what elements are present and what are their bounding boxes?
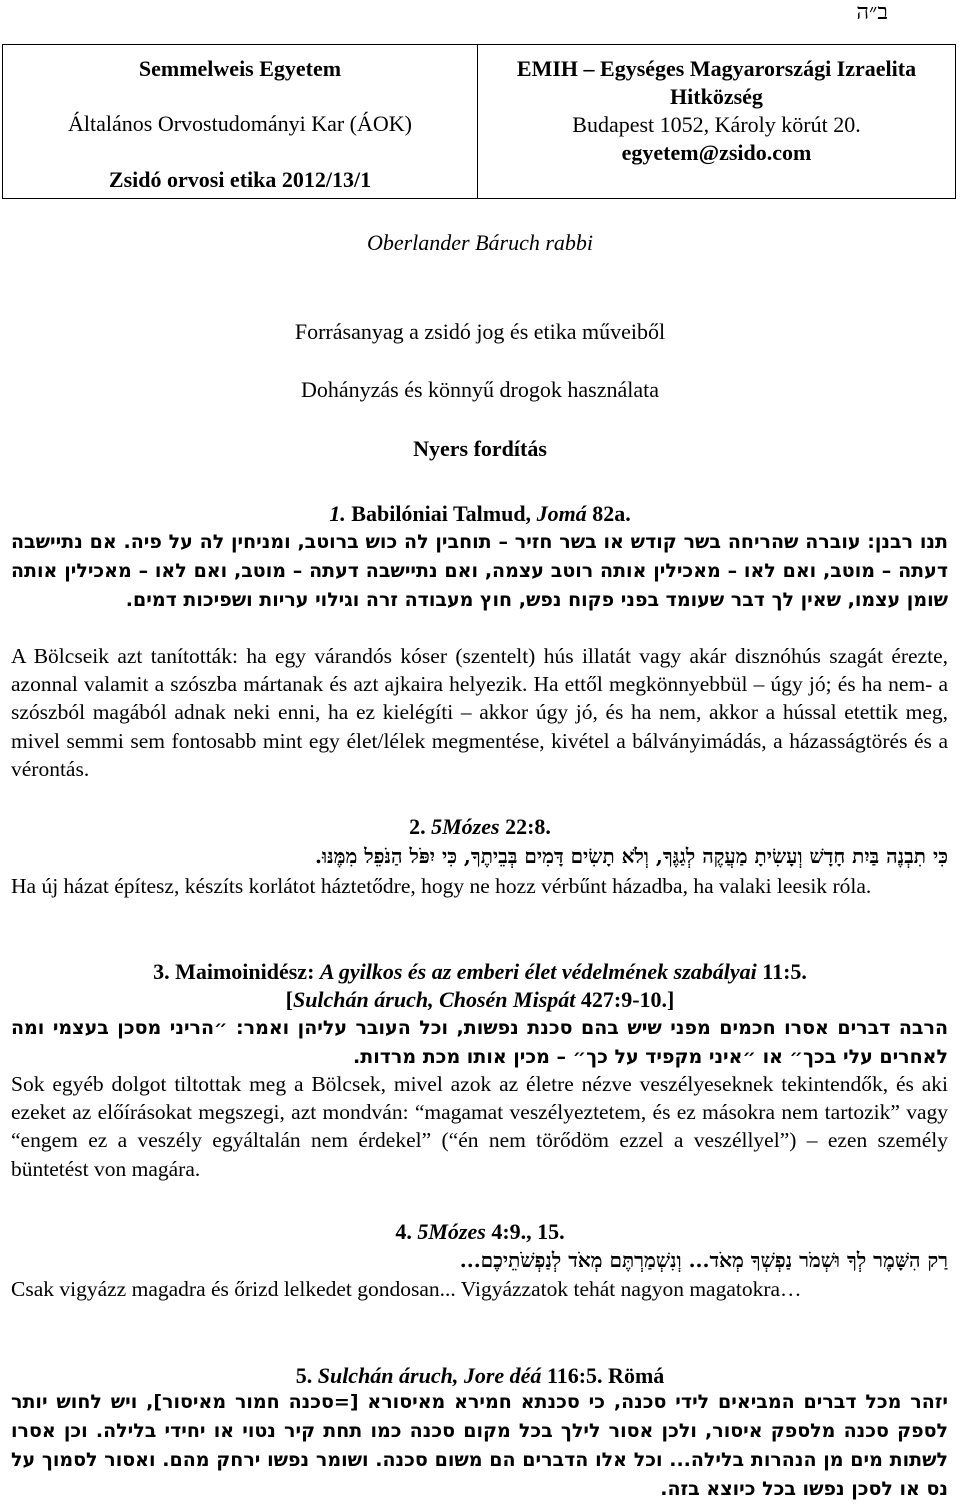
b-h-mark: ב״ה xyxy=(856,0,888,24)
header-right-cell xyxy=(478,45,956,199)
section-1-translation: A Bölcseik azt tanították: ha egy várandós kóser (szentelt) hús illatát vagy akár disznóhús szagát érezte, azonnal valamit a szószba mártanak és azt ajkaira helyezik. Ha ettől megkönnyebbül – úgy jó; és ha nem- a szószból magából adnak neki enni, ha ez kielégíti – akkor úgy jó, és ha nem, akkor a hússal etettik meg, mivel semmi sem fontosabb mint egy élet/lélek megmentése, kivétel a bálványimádás, a házasságtörés és a vérontás. xyxy=(11,644,948,781)
section-4-heading: 4. 5Mózes 4:9., 15. xyxy=(395,1219,565,1244)
organization-email: egyetem@zsido.com xyxy=(621,140,812,165)
section-1-hebrew: תנו רבנן: עוברה שהריחה בשר קודש או בשר חזיר – תוחבין לה כוש ברוטב, ומניחין לה על פיה. אם נתיישבה דעתה – מוטב, ואם לאו – מאכילין אותה רוטב עצמה, ואם נתיישבה דעתה – מוטב, ואם לאו – מאכילין אותה שומן עצמו, שאין לך דבר שעומד בפני פקוח נפש, חוץ מעבודה זרה וגילוי עריות ושפיכות דמים. xyxy=(11,531,948,611)
section-2-translation: Ha új házat építesz, készíts korlátot háztetődre, hogy ne hozz vérbűnt házadba, ha valaki leesik róla. xyxy=(11,874,872,898)
organization-address: Budapest 1052, Károly körút 20. xyxy=(572,112,861,137)
section-3-secondary-source: [Sulchán áruch, Chosén Mispát 427:9-10.] xyxy=(285,987,675,1012)
section-3-hebrew: הרבה דברים אסרו חכמים מפני שיש בהם סכנת נפשות, וכל העובר עליהן ואמר: ״הריני מסכן בעצמי ומה לאחרים עלי בכך״ או ״איני מקפיד על כך״ – מכין אותו מכת מרדות. xyxy=(11,1017,948,1068)
section-4-hebrew: רַק הִשָּׁמֶר לְךָ וּשְׁמֹר נַפְשְׁךָ מְאֹד... וְנִשְׁמַרְתֶּם מְאֹד לְנַפְשֹׁתֵיכֶם... xyxy=(459,1248,948,1272)
header-left-cell xyxy=(3,45,478,199)
section-3-heading: 3. Maimoinidész: A gyilkos és az emberi élet védelmének szabályai 11:5. xyxy=(153,959,807,984)
section-2-hebrew: כִּי תִבְנֶה בַּיִת חָדָשׁ וְעָשִׂיתָ מַעֲקֶה לְגַגֶּךָ, וְלֹא תָשִׂים דָּמִים בְּבֵיתֶךָ, כִּי יִפֹּל הַנֹּפֵל מִמֶּנּוּ. xyxy=(315,844,948,868)
organization-name: EMIH – Egységes Magyarországi Izraelita Hitközség xyxy=(516,56,917,109)
university-name: Semmelweis Egyetem xyxy=(138,56,342,81)
translation-note: Nyers fordítás xyxy=(413,436,547,461)
section-5-hebrew: יזהר מכל דברים המביאים לידי סכנה, כי סכנתא חמירא מאיסורא [=סכנה חמור מאיסור], ויש לחוש יותר לספק סכנה מלספק איסור, ולכן אסור לילך בכל מקום סכנה כמו תחת קיר נטוי או יחידי בלילה. וכן אסרו לשתות מים מן הנהרות בלילה... וכל אלו הדברים הם משום סכנה. ושומר נפשו ירחק מהם. ואסור לסמוך על נס או לסכן נפשו בכל כיוצא בזה. xyxy=(11,1391,948,1500)
faculty-name: Általános Orvostudományi Kar (ÁOK) xyxy=(68,111,412,136)
section-4-translation: Csak vigyázz magadra és őrizd lelkedet gondosan... Vigyázzatok tehát nagyon magatokra… xyxy=(11,1277,802,1301)
section-3-translation: Sok egyéb dolgot tiltottak meg a Bölcsek, mivel azok az életre nézve veszélyeseknek tekintendők, és aki ezeket az előírásokat megszegi, azt mondván: “magamat veszélyeztetem, és ez másokra nem tartozik” vagy “engem ez a veszély egyáltalán nem érdekel” (“én nem törődöm ezzel a veszéllyel”) – ezen személy büntetést von magára. xyxy=(11,1072,948,1181)
document-topic: Dohányzás és könnyű drogok használata xyxy=(300,377,659,402)
course-name: Zsidó orvosi etika 2012/13/1 xyxy=(108,167,372,192)
document-subtitle: Forrásanyag a zsidó jog és etika műveiből xyxy=(294,319,666,344)
section-1-heading: 1. Babilóniai Talmud, Jomá 82a. xyxy=(329,501,631,526)
header-table xyxy=(2,44,956,199)
section-5-heading: 5. Sulchán áruch, Jore déá 116:5. Römá xyxy=(295,1363,665,1388)
section-2-heading: 2. 5Mózes 22:8. xyxy=(409,814,551,839)
author-name: Oberlander Báruch rabbi xyxy=(366,230,594,255)
